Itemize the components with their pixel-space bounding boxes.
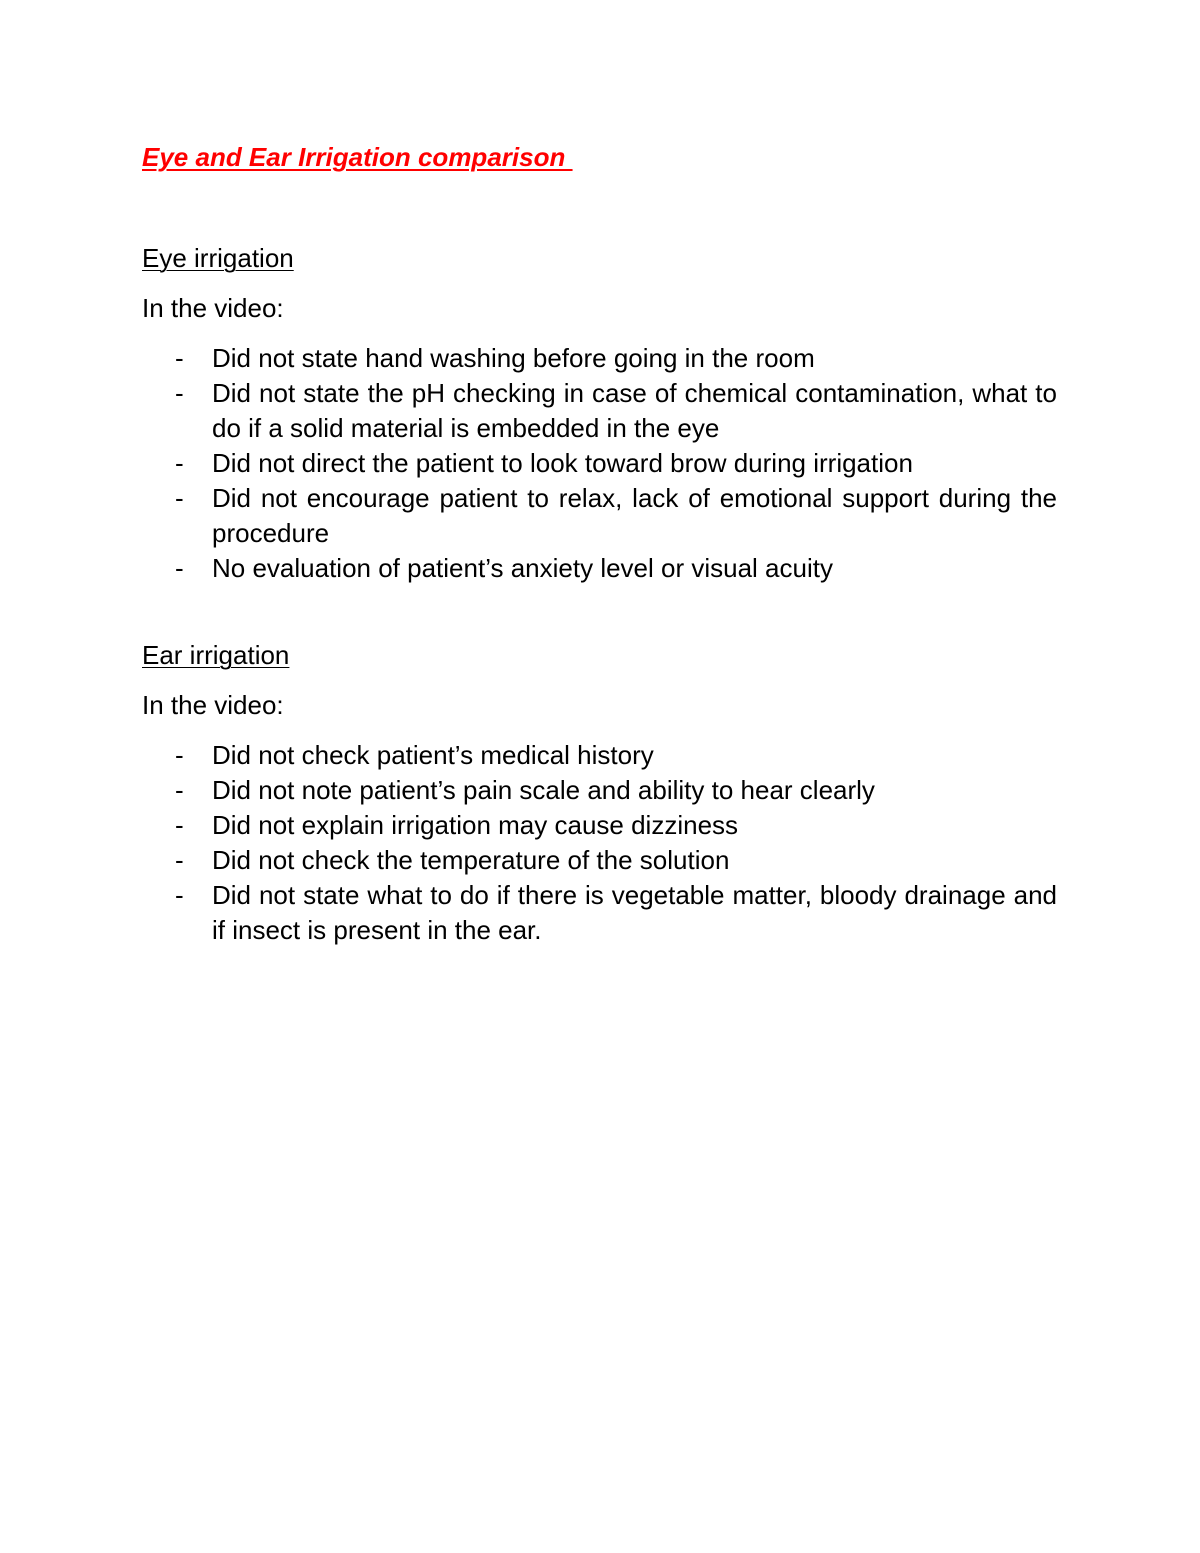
bullet-dash: - [175,553,184,583]
bullet-dash: - [175,343,184,373]
bullet-dash: - [175,880,184,910]
list-item: - Did not check patient’s medical history [142,738,1057,773]
list-item: - Did not state the pH checking in case of chemical contamination, what to do if a solid material is embedded in the eye [175,378,1057,443]
bullet-dash: - [175,378,184,408]
ear-irrigation-list [142,738,1057,948]
list-item: - Did not check the temperature of the solution [142,843,1057,878]
list-item: - Did not state what to do if there is vegetable matter, bloody drainage and if insect is present in the ear. [175,880,1057,945]
section-heading-ear-irrigation: Ear irrigation [142,640,290,670]
eye-irrigation-list [142,341,1057,586]
list-item: - Did not note patient’s pain scale and ability to hear clearly [142,773,1057,808]
bullet-dash: - [175,810,184,840]
section-intro-ear: In the video: [142,690,284,720]
bullet-dash: - [175,448,184,478]
list-item: - Did not explain irrigation may cause dizziness [142,808,1057,843]
bullet-dash: - [175,483,184,513]
list-item: - Did not encourage patient to relax, lack of emotional support during the procedure [175,483,1057,548]
bullet-dash: - [175,775,184,805]
list-item: - Did not state hand washing before going in the room [142,341,1057,376]
section-intro-eye: In the video: [142,293,284,323]
list-item: - Did not direct the patient to look toward brow during irrigation [142,446,1057,481]
document-title: Eye and Ear Irrigation comparison [142,142,573,172]
section-heading-eye-irrigation: Eye irrigation [142,243,294,273]
list-item: - No evaluation of patient’s anxiety level or visual acuity [142,551,1057,586]
bullet-dash: - [175,740,184,770]
bullet-dash: - [175,845,184,875]
